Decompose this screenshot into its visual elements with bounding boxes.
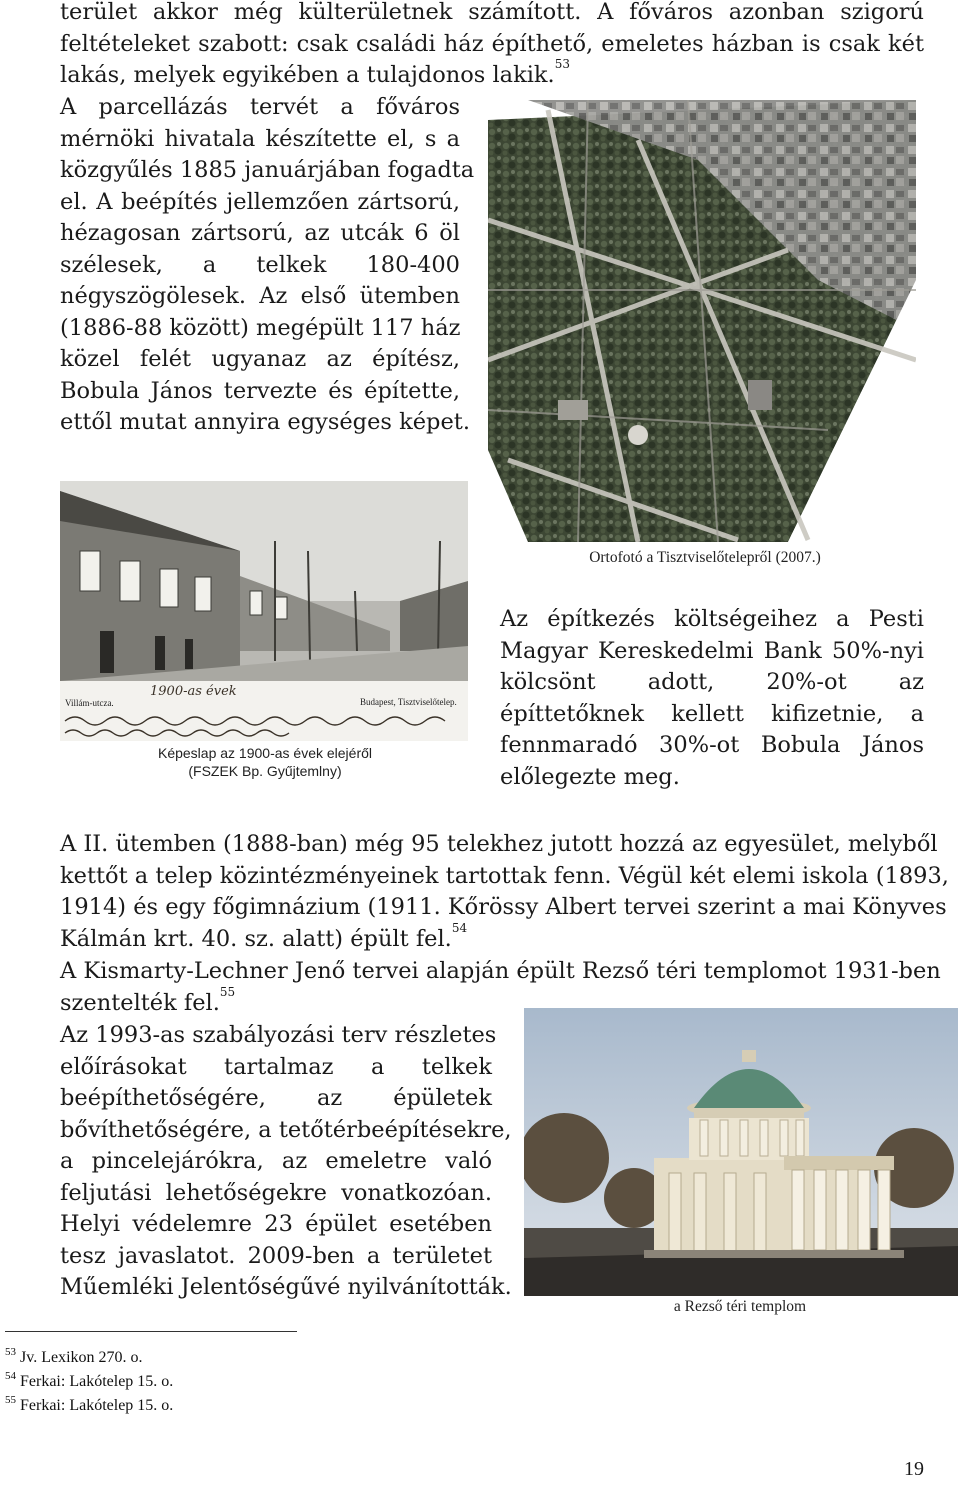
text-line: feltételeket szabott: csak családi ház építhető, emeletes házban is csak két (60, 30, 924, 57)
text-line: fennmaradó 30%-ot Bobula János (500, 732, 924, 758)
text-line: Helyi védelemre 23 épület esetében (60, 1211, 492, 1237)
postcard-print-right: Budapest, Tisztviselőtelep. (360, 697, 457, 707)
footnote-number: 54 (5, 1370, 16, 1382)
text-line: Az 1993-as szabályozási terv részletes (60, 1022, 497, 1048)
footnote-text: Jv. Lexikon 270. o. (20, 1349, 143, 1366)
postcard-caption-line: Képeslap az 1900-as évek elejéről (157, 745, 373, 761)
text-line: A II. ütemben (1888-ban) még 95 telekhez jutott hozzá az egyesület, melyből (60, 831, 938, 857)
footnote-number: 55 (5, 1394, 16, 1406)
text-line: a pincelejárókra, az emeletre való (60, 1148, 492, 1174)
footnote (5, 1371, 173, 1393)
text-line: kölcsönt adott, 20%-ot az (500, 669, 924, 695)
paragraph-regulation (60, 1020, 512, 1304)
text-line: közgyűlés 1885 januárjában fogadta (60, 157, 475, 183)
text-line: építtetőknek kellett kifizetnie, a (500, 700, 924, 727)
paragraph-intro (60, 0, 924, 92)
footnote-text: Ferkai: Lakótelep 15. o. (20, 1373, 174, 1390)
text-line: hézagosan zártsorú, az utcák 6 öl (60, 220, 460, 246)
text-line: lakás, melyek egyikében a tulajdonos lakik.$^{53}$ (60, 57, 570, 88)
church-caption: a Rezső téri templom (673, 1298, 807, 1315)
church-photo (524, 1008, 958, 1296)
paragraph-parcelling (60, 92, 475, 439)
postcard-print-left: Villám-utcza. (65, 698, 114, 708)
footnote-divider (5, 1331, 297, 1332)
footnote-ref[interactable]: 55 (219, 984, 236, 999)
text-line: tesz javaslatot. 2009-ben a területet (60, 1242, 492, 1269)
text-line: előlegezte meg. (500, 763, 680, 790)
paragraph-financing (500, 604, 924, 793)
text-line: feljutási lehetőségekre vonatkozóan. (60, 1179, 492, 1206)
text-line: bővíthetőségére, a tetőtérbeépítésekre, (60, 1116, 512, 1143)
text-line: beépíthetőségére, az épületek (60, 1085, 492, 1111)
text-line: szélesek, a telkek 180-400 (60, 251, 460, 278)
footnote-number: 53 (5, 1346, 16, 1358)
aerial-caption: Ortofotó a Tisztviselőtelepről (2007.) (589, 549, 821, 566)
text-line: (1886-88 között) megépült 117 ház (60, 314, 461, 341)
text-line: előírásokat tartalmaz a telkek (60, 1053, 492, 1080)
footnote-ref[interactable]: 53 (554, 57, 570, 71)
postcard-caption (120, 744, 410, 780)
text-line: négyszögölesek. Az első ütemben (60, 283, 460, 309)
paragraph-second-phase (60, 829, 949, 955)
text-line: Az építkezés költségeihez a Pesti (500, 606, 924, 632)
text-line: közel felét ugyanaz az építész, (60, 346, 460, 372)
text-line: Bobula János tervezte és építette, (60, 377, 460, 404)
text-line: A Kismarty-Lechner Jenő tervei alapján épült Rezső téri templomot 1931-ben (60, 958, 941, 984)
page-number: 19 (904, 1458, 924, 1480)
footnote (5, 1395, 173, 1417)
footnote-text: Ferkai: Lakótelep 15. o. (20, 1397, 174, 1414)
postcard-handwriting: 1900-as évek (150, 684, 237, 699)
text-line: el. A beépítés jellemzően zártsorú, (60, 188, 460, 215)
text-line: terület akkor még külterületnek számított. A főváros azonban szigorú (60, 0, 924, 25)
footnote (5, 1347, 143, 1369)
text-line: ettől mutat annyira egységes képet. (60, 409, 470, 435)
postcard-photo (60, 481, 468, 741)
text-line: Magyar Kereskedelmi Bank 50%-nyi (500, 637, 924, 664)
text-line: mérnöki hivatala készítette el, s a (60, 125, 460, 152)
text-line: Kálmán krt. 40. sz. alatt) épült fel.$^{54}$ (60, 920, 468, 952)
text-line: szentelték fel.$^{55}$ (60, 984, 236, 1016)
text-line: Műemléki Jelentőségűvé nyilvánították. (60, 1274, 512, 1300)
text-line: A parcellázás tervét a főváros (60, 94, 460, 120)
footnote-ref[interactable]: 54 (451, 920, 468, 935)
text-line: kettőt a telep közintézményeinek tartottak fenn. Végül két elemi iskola (1893, (60, 862, 949, 889)
aerial-orthophoto (488, 100, 916, 542)
text-line: 1914) és egy főgimnázium (1911. Kőrössy Albert tervei szerint a mai Könyves (60, 894, 947, 920)
postcard-caption-line: (FSZEK Bp. Gyűjtemlny) (188, 763, 342, 779)
